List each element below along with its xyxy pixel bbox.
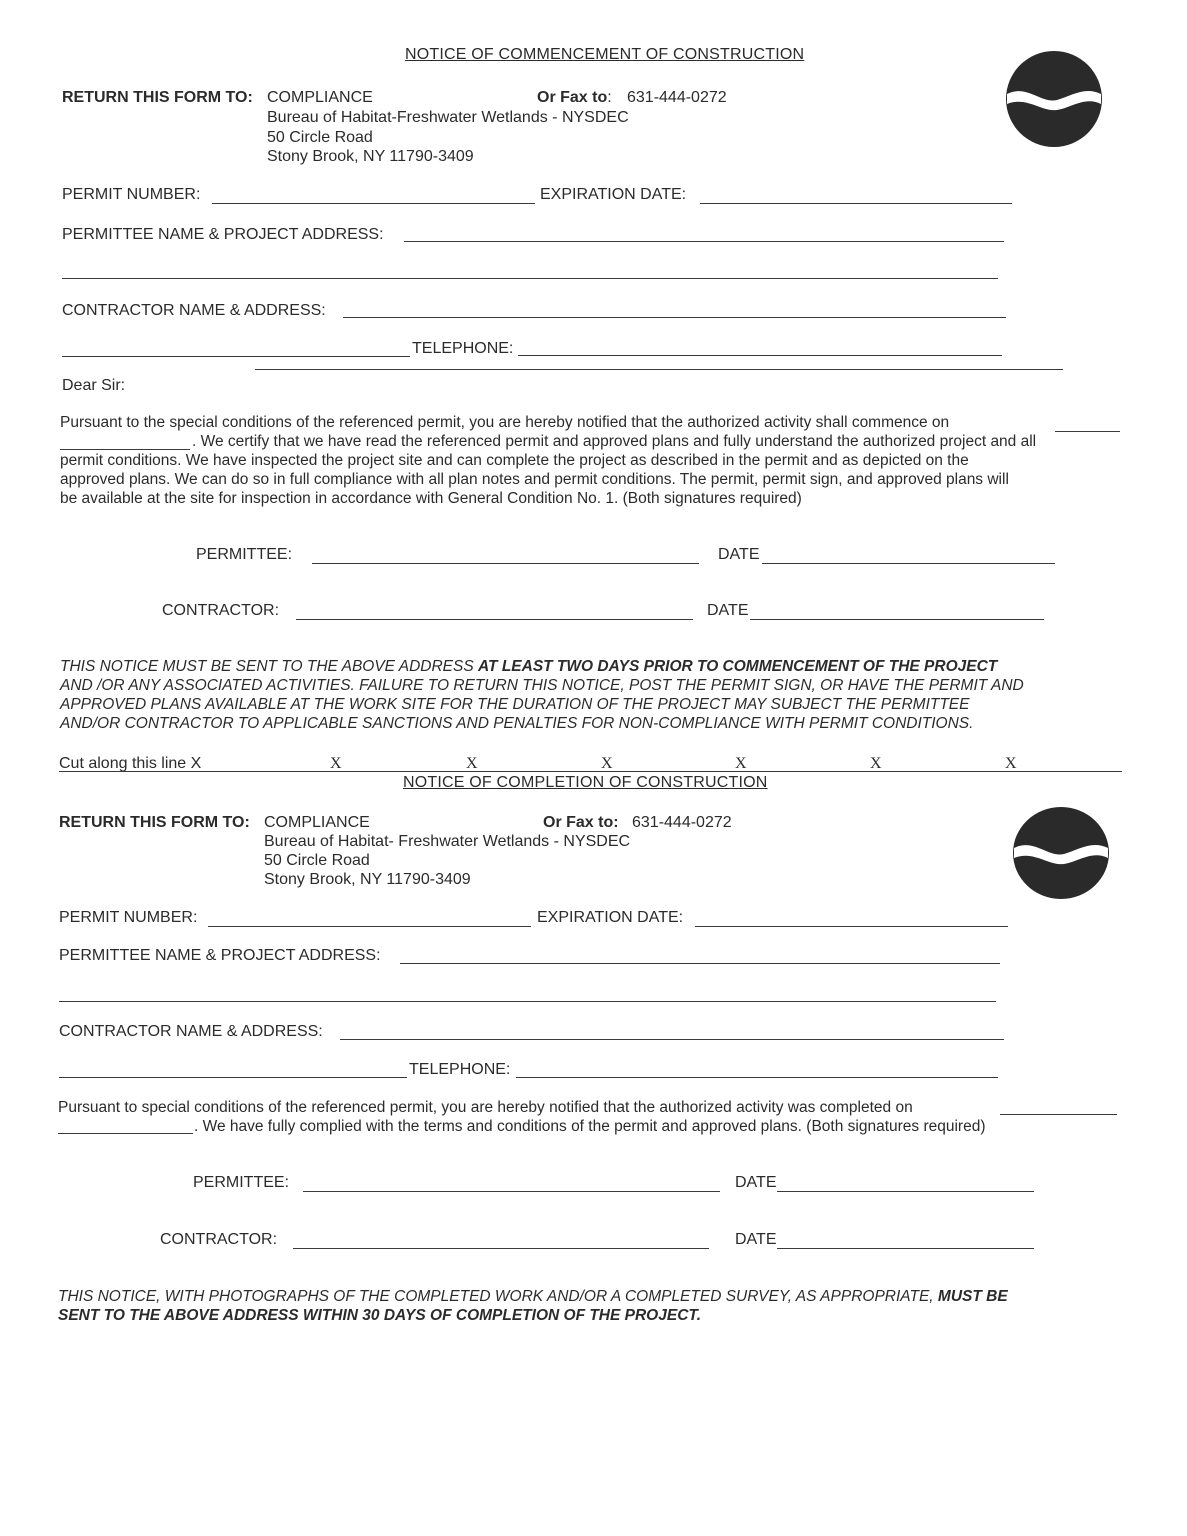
return-to-name: COMPLIANCE (267, 89, 373, 106)
permittee-date-label: DATE (718, 546, 760, 563)
address-line-2: 50 Circle Road (267, 129, 373, 146)
permittee-date-label: DATE (735, 1174, 777, 1191)
expiration-date-field[interactable] (695, 926, 1008, 927)
permittee-signature-label: PERMITTEE: (196, 546, 293, 563)
contractor-signature-field[interactable] (296, 619, 693, 620)
commence-body-line-2: . We certify that we have read the referenced permit and approved plans and fully understand the authorized project and all (192, 433, 1037, 450)
return-form-label: RETURN THIS FORM TO: (62, 89, 253, 106)
contractor-signature-field[interactable] (293, 1248, 709, 1249)
contractor-date-label: DATE (707, 602, 749, 619)
cut-line-label: Cut along this line X (59, 755, 202, 772)
telephone-field[interactable] (518, 355, 1002, 356)
address-line-3: Stony Brook, NY 11790-3409 (267, 148, 474, 165)
permittee-address-field[interactable] (400, 963, 1000, 964)
permit-number-field[interactable] (212, 203, 535, 204)
fax-label: Or Fax to: (543, 814, 619, 831)
permittee-date-field[interactable] (762, 563, 1055, 564)
cut-x-mark: X (466, 755, 478, 772)
contractor-date-label: DATE (735, 1231, 777, 1248)
fax-number: 631-444-0272 (632, 814, 732, 831)
contractor-address-field[interactable] (340, 1039, 1004, 1040)
permittee-signature-field[interactable] (312, 563, 699, 564)
contractor-date-field[interactable] (777, 1248, 1034, 1249)
nysdec-logo-icon (1005, 50, 1103, 148)
permit-number-label: PERMIT NUMBER: (59, 909, 198, 926)
complete-date-field-a[interactable] (1000, 1114, 1117, 1115)
contractor-address-label: CONTRACTOR NAME & ADDRESS: (62, 302, 326, 319)
commence-body-line-4: approved plans. We can do so in full compliance with all plan notes and permit conditions. The permit, permit sign, and approved plans will (60, 471, 1009, 488)
address-line-2: 50 Circle Road (264, 852, 370, 869)
complete-body-line-2: . We have fully complied with the terms and conditions of the permit and approved plans. (Both signatures required) (194, 1118, 986, 1135)
commence-body-line-5: be available at the site for inspection in accordance with General Condition No. 1. (Both signatures required) (60, 490, 802, 507)
fax-label-text: Or Fax to (537, 89, 608, 106)
complete-body-line-1: Pursuant to special conditions of the referenced permit, you are hereby notified that the authorized activity was completed on (58, 1099, 913, 1116)
fax-number: 631-444-0272 (627, 89, 727, 106)
complete-notice-line-2: SENT TO THE ABOVE ADDRESS WITHIN 30 DAYS OF COMPLETION OF THE PROJECT. (58, 1307, 702, 1324)
commence-notice-line-2: AND /OR ANY ASSOCIATED ACTIVITIES. FAILURE TO RETURN THIS NOTICE, POST THE PERMIT SIGN, OR HAVE THE PERMIT AND (60, 677, 1024, 694)
address-line-1: Bureau of Habitat- Freshwater Wetlands - NYSDEC (264, 833, 631, 850)
permittee-signature-field[interactable] (303, 1191, 720, 1192)
commence-notice-line-3: APPROVED PLANS AVAILABLE AT THE WORK SITE FOR THE DURATION OF THE PROJECT MAY SUBJECT THE PERMITTEE (60, 696, 970, 713)
telephone-label: TELEPHONE: (409, 1061, 511, 1078)
expiration-date-label: EXPIRATION DATE: (540, 186, 687, 203)
contractor-signature-label: CONTRACTOR: (162, 602, 280, 619)
contractor-date-field[interactable] (750, 619, 1044, 620)
contractor-address-field-2[interactable] (62, 356, 410, 357)
address-line-3: Stony Brook, NY 11790-3409 (264, 871, 471, 888)
separator-line (255, 369, 1063, 370)
complete-date-field-b[interactable] (58, 1133, 193, 1134)
fax-label-sep: : (607, 89, 612, 106)
cut-x-mark: X (735, 755, 747, 772)
telephone-label: TELEPHONE: (412, 340, 514, 357)
permittee-address-field-2[interactable] (62, 278, 998, 279)
cut-line (59, 771, 1122, 772)
contractor-address-field[interactable] (343, 317, 1006, 318)
permittee-address-field-2[interactable] (59, 1001, 996, 1002)
address-line-1: Bureau of Habitat-Freshwater Wetlands - NYSDEC (267, 109, 629, 126)
commence-notice-line-1 (60, 658, 997, 676)
cut-x-mark: X (870, 755, 882, 772)
commence-notice-1b: AT LEAST TWO DAYS PRIOR TO COMMENCEMENT OF THE PROJECT (478, 658, 998, 675)
cut-x-mark: X (601, 755, 613, 772)
commence-notice-1a: THIS NOTICE MUST BE SENT TO THE ABOVE ADDRESS (60, 658, 478, 675)
expiration-date-field[interactable] (700, 203, 1012, 204)
contractor-signature-label: CONTRACTOR: (160, 1231, 278, 1248)
commence-notice-line-4: AND/OR CONTRACTOR TO APPLICABLE SANCTIONS AND PENALTIES FOR NON-COMPLIANCE WITH PERMIT CONDITIONS. (60, 715, 974, 732)
expiration-date-label: EXPIRATION DATE: (537, 909, 684, 926)
cut-x-mark: X (1005, 755, 1017, 772)
telephone-field[interactable] (516, 1077, 998, 1078)
permit-number-label: PERMIT NUMBER: (62, 186, 201, 203)
cut-x-mark: X (330, 755, 342, 772)
permittee-date-field[interactable] (777, 1191, 1034, 1192)
permittee-address-label: PERMITTEE NAME & PROJECT ADDRESS: (62, 226, 384, 243)
permittee-address-label: PERMITTEE NAME & PROJECT ADDRESS: (59, 947, 381, 964)
nysdec-logo-icon (1012, 806, 1110, 900)
permit-number-field[interactable] (208, 926, 531, 927)
contractor-address-label: CONTRACTOR NAME & ADDRESS: (59, 1023, 323, 1040)
return-to-name: COMPLIANCE (264, 814, 370, 831)
complete-notice-1b: MUST BE (937, 1288, 1008, 1305)
commence-date-field-b[interactable] (60, 449, 190, 450)
permittee-signature-label: PERMITTEE: (193, 1174, 290, 1191)
commence-body-line-3: permit conditions. We have inspected the project site and can complete the project as described in the permit and as depicted on the (60, 452, 969, 469)
commence-date-field-a[interactable] (1055, 431, 1120, 432)
completion-title: NOTICE OF COMPLETION OF CONSTRUCTION (403, 774, 768, 791)
return-form-label: RETURN THIS FORM TO: (59, 814, 250, 831)
complete-notice-1a: THIS NOTICE, WITH PHOTOGRAPHS OF THE COMPLETED WORK AND/OR A COMPLETED SURVEY, AS APPROPRIATE, (58, 1288, 938, 1305)
greeting: Dear Sir: (62, 377, 126, 394)
complete-notice-line-1 (58, 1288, 1008, 1306)
contractor-address-field-2[interactable] (59, 1077, 407, 1078)
commence-body-line-1: Pursuant to the special conditions of the referenced permit, you are hereby notified that the authorized activity shall commence on (60, 414, 950, 431)
fax-label (537, 89, 612, 107)
commencement-title: NOTICE OF COMMENCEMENT OF CONSTRUCTION (405, 46, 805, 63)
permittee-address-field[interactable] (404, 241, 1004, 242)
